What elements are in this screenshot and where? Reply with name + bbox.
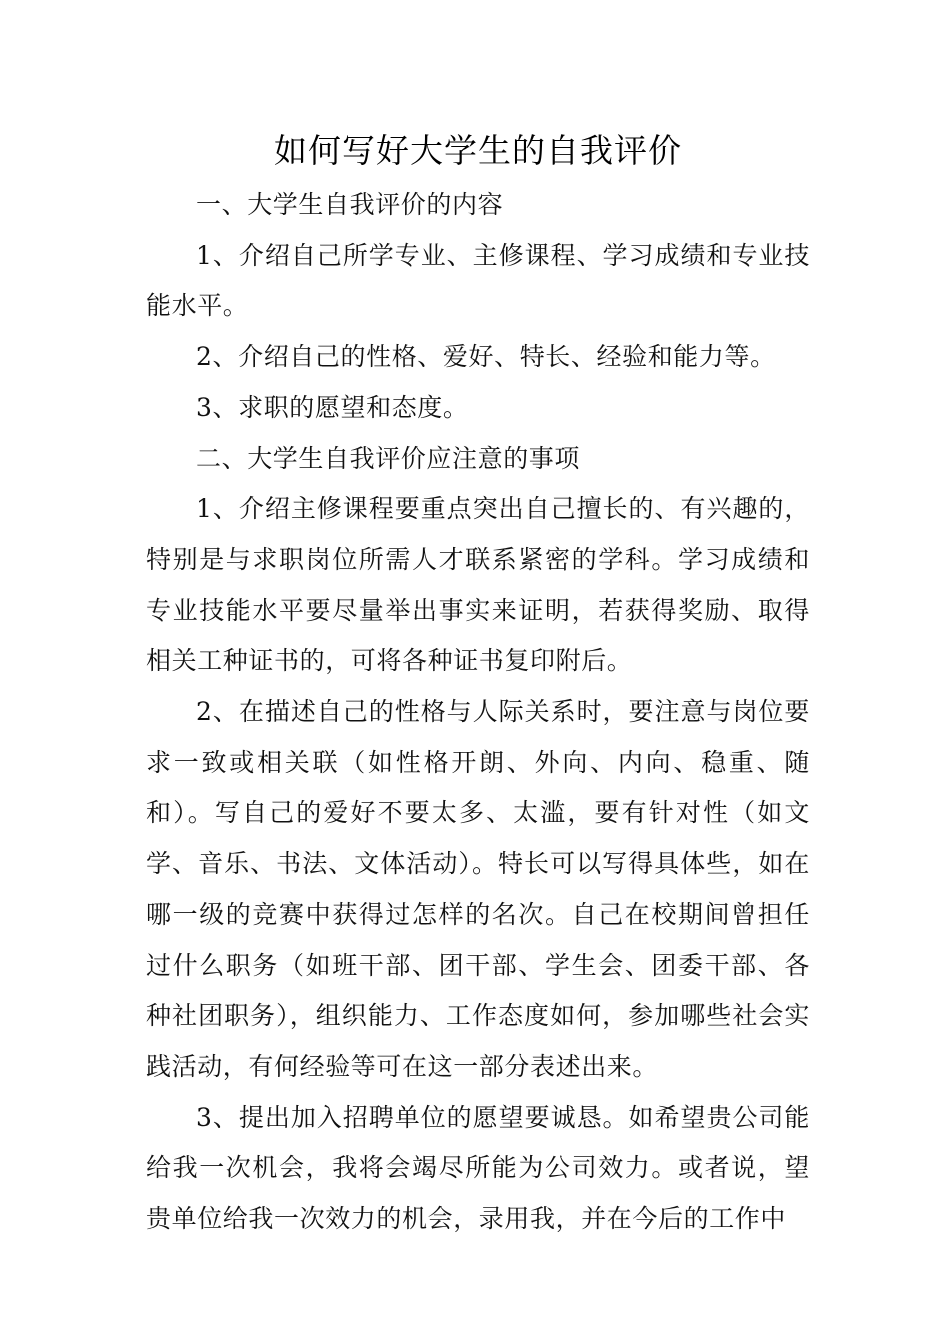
notes-item-1: 1、介绍主修课程要重点突出自己擅长的、有兴趣的，特别是与求职岗位所需人才联系紧密的学科。学习成绩和专业技能水平要尽量举出事实来证明，若获得奖励、取得相关工种证书的，可将各种证书复印附后。 <box>146 494 810 676</box>
content-item-2: 2、介绍自己的性格、爱好、特长、经验和能力等。 <box>196 342 776 372</box>
content-item-3: 3、求职的愿望和态度。 <box>196 392 469 422</box>
content-item-1: 1、介绍自己所学专业、主修课程、学习成绩和专业技能水平。 <box>146 240 810 321</box>
document-page <box>146 122 810 1245</box>
document-title: 如何写好大学生的自我评价 <box>274 131 682 170</box>
notes-item-2: 2、在描述自己的性格与人际关系时，要注意与岗位要求一致或相关联（如性格开朗、外向、内向、稳重、随和）。写自己的爱好不要太多、太滥，要有针对性（如文学、音乐、书法、文体活动）。特长可以写得具体些，如在哪一级的竞赛中获得过怎样的名次。自己在校期间曾担任过什么职务（如班干部、团干部、学生会、团委干部、各种社团职务），组织能力、工作态度如何，参加哪些社会实践活动，有何经验等可在这一部分表述出来。 <box>146 697 810 1081</box>
notes-item-3: 3、提出加入招聘单位的愿望要诚恳。如希望贵公司能给我一次机会，我将会竭尽所能为公司效力。或者说，望贵单位给我一次效力的机会，录用我，并在今后的工作中 <box>146 1102 810 1234</box>
section-heading-notes: 二、大学生自我评价应注意的事项 <box>196 443 581 473</box>
section-heading-content: 一、大学生自我评价的内容 <box>196 190 504 219</box>
